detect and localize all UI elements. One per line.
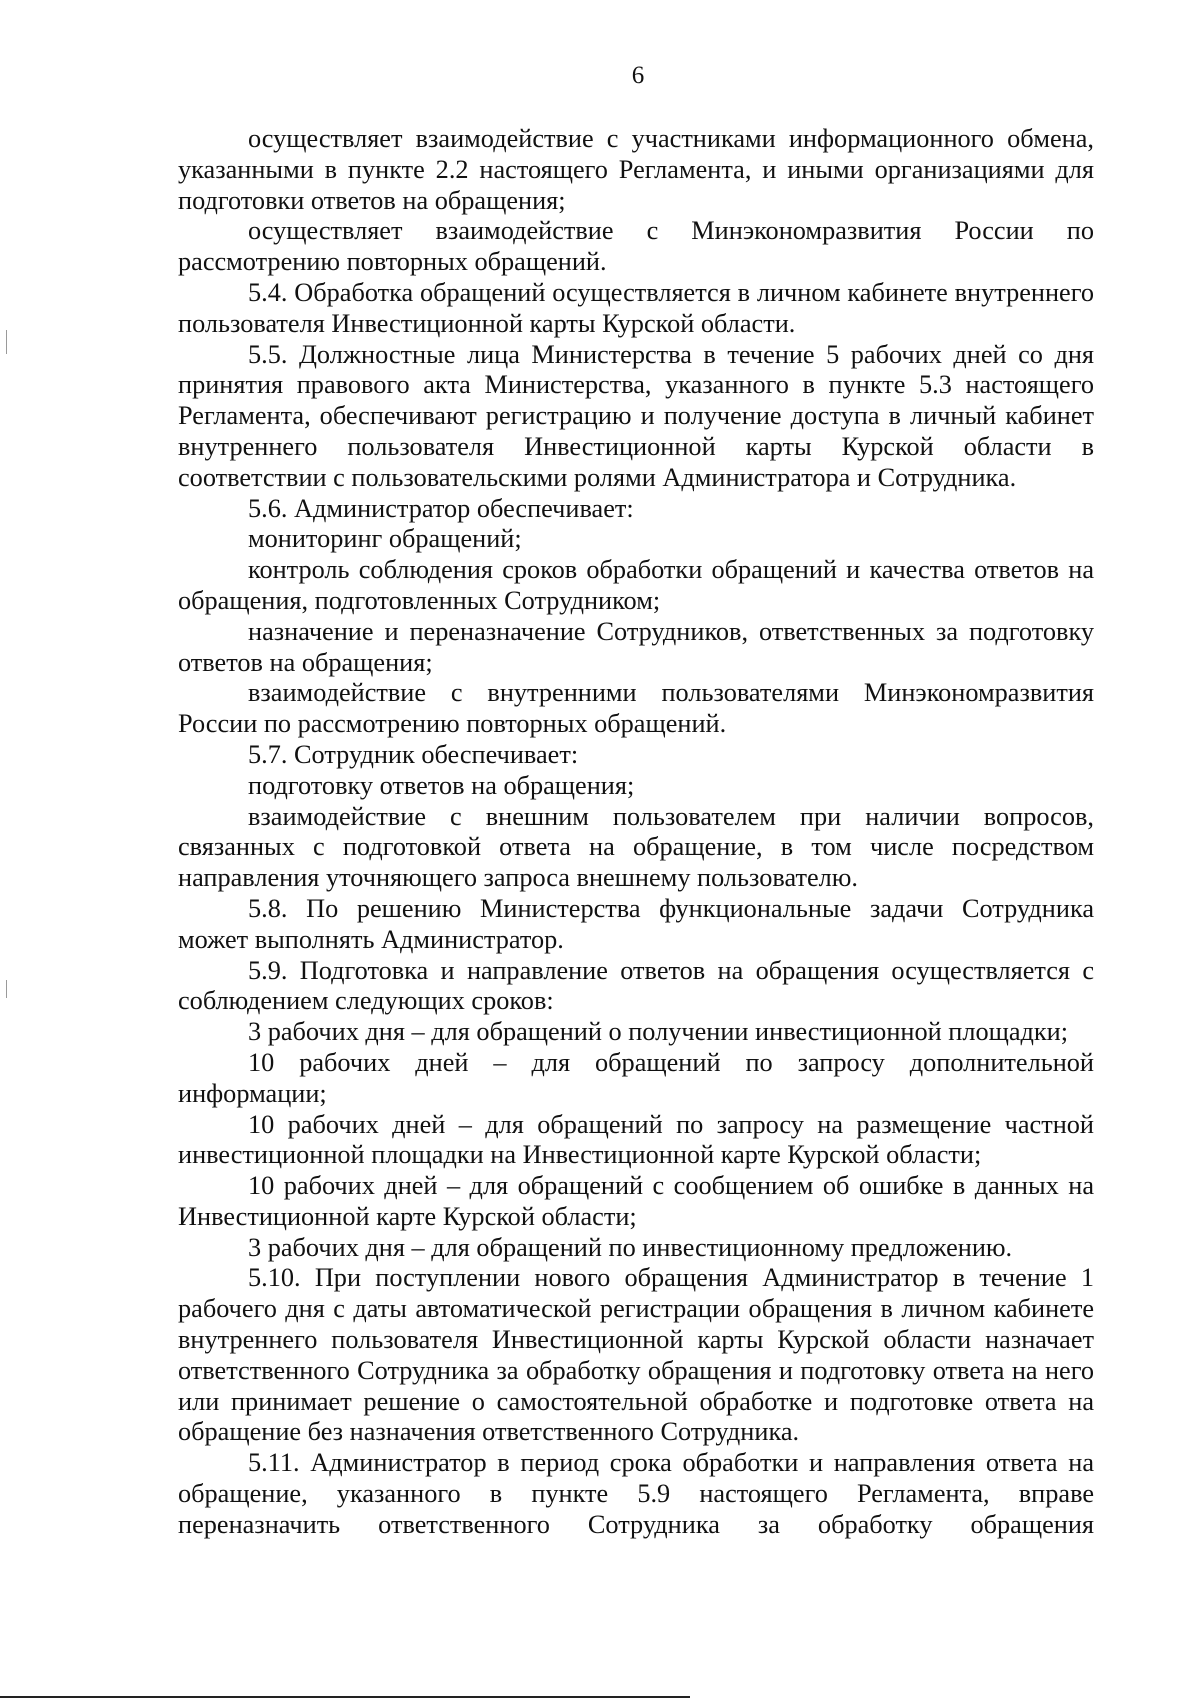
paragraph: 5.6. Администратор обеспечивает: xyxy=(248,493,634,523)
paragraph: 5.8. По решению Министерства функциональные задачи Сотрудника может выполнять Администратор. xyxy=(178,893,1094,954)
paragraph: 5.11. Администратор в период срока обработки и направления ответа на обращение, указанного в пункте 5.9 настоящего Регламента, вправе переназначить ответственного Сотрудника за обработку обращения xyxy=(178,1448,1094,1539)
paragraph: взаимодействие с внешним пользователем при наличии вопросов, связанных с подготовкой ответа на обращение, в том числе посредством направления уточняющего запроса внешнему пользователю. xyxy=(178,801,1094,893)
paragraph: 3 рабочих дня – для обращений по инвестиционному предложению. xyxy=(248,1232,1013,1262)
paragraph: назначение и переназначение Сотрудников, ответственных за подготовку ответов на обращения; xyxy=(178,616,1094,677)
paragraph: 3 рабочих дня – для обращений о получении инвестиционной площадки; xyxy=(248,1017,1069,1047)
paragraph: контроль соблюдения сроков обработки обращений и качества ответов на обращения, подготовленных Сотрудником; xyxy=(178,555,1094,615)
page-number: 6 xyxy=(631,62,645,89)
paragraph: 5.7. Сотрудник обеспечивает: xyxy=(248,739,579,769)
paragraph: осуществляет взаимодействие с участниками информационного обмена, указанными в пункте 2.2 настоящего Регламента, и иными организациями для подготовки ответов на обращения; xyxy=(178,124,1094,215)
paragraph: подготовку ответов на обращения; xyxy=(248,770,635,800)
paragraph: осуществляет взаимодействие с Минэкономразвития России по рассмотрению повторных обращений. xyxy=(178,216,1094,277)
paragraph: 5.4. Обработка обращений осуществляется в личном кабинете внутреннего пользователя Инвестиционной карты Курской области. xyxy=(178,277,1094,338)
scan-bottom-rule xyxy=(0,1696,690,1698)
paragraph: 5.9. Подготовка и направление ответов на обращения осуществляется с соблюдением следующих сроков: xyxy=(178,955,1094,1016)
scan-edge-mark xyxy=(6,980,7,998)
document-body xyxy=(178,124,1094,1541)
paragraph: взаимодействие с внутренними пользователями Минэкономразвития России по рассмотрению повторных обращений. xyxy=(178,678,1094,739)
paragraph: 10 рабочих дней – для обращений по запросу дополнительной информации; xyxy=(178,1047,1094,1108)
paragraph: 5.5. Должностные лица Министерства в течение 5 рабочих дней со дня принятия правового акта Министерства, указанного в пункте 5.3 настоящего Регламента, обеспечивают регистрацию и получение доступа в личный кабинет внутреннего пользователя Инвестиционной карты Курской области в соответствии с пользовательскими ролями Администратора и Сотрудника. xyxy=(178,339,1094,492)
scan-edge-mark xyxy=(6,330,7,354)
paragraph: 10 рабочих дней – для обращений по запросу на размещение частной инвестиционной площадки на Инвестиционной карте Курской области; xyxy=(178,1109,1094,1170)
paragraph: мониторинг обращений; xyxy=(248,524,522,554)
paragraph: 5.10. При поступлении нового обращения Администратор в течение 1 рабочего дня с даты автоматической регистрации обращения в личном кабинете внутреннего пользователя Инвестиционной карты Курской области назначает ответственного Сотрудника за обработку обращения и подготовку ответа на него или принимает решение о самостоятельной обработке и подготовке ответа на обращение без назначения ответственного Сотрудника. xyxy=(178,1263,1094,1447)
paragraph: 10 рабочих дней – для обращений с сообщением об ошибке в данных на Инвестиционной карте Курской области; xyxy=(178,1171,1094,1231)
